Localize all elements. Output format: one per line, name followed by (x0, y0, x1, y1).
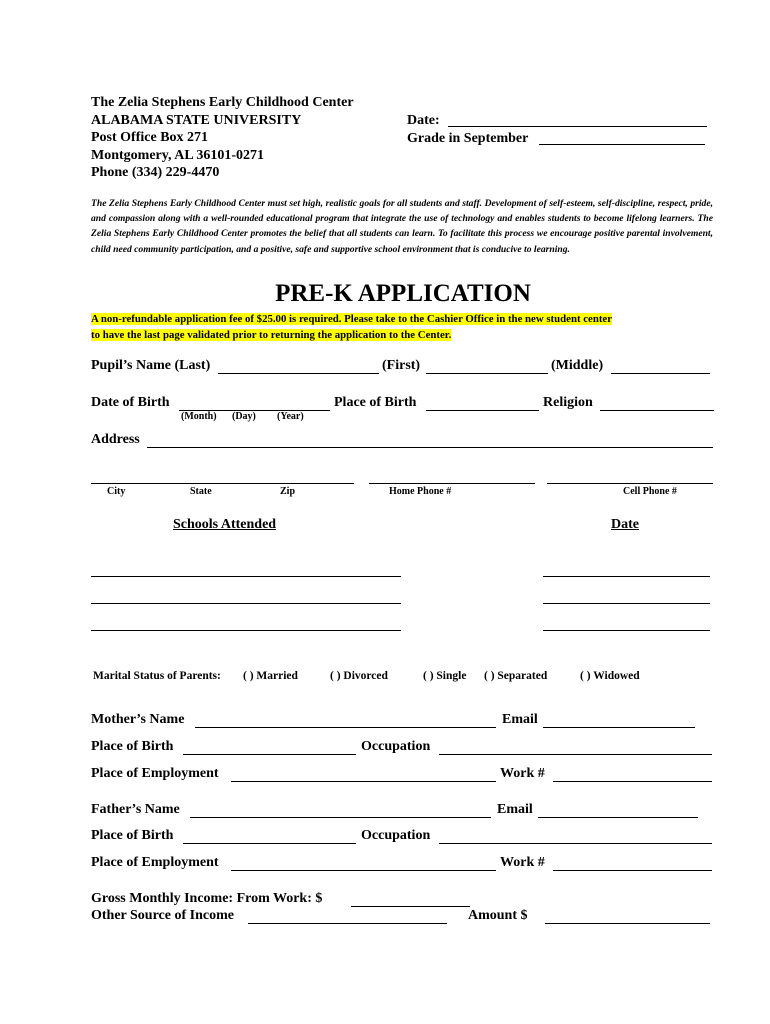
mother-name-field[interactable] (195, 727, 496, 728)
pupil-birthplace-field[interactable] (426, 410, 539, 411)
marital-status-label: Marital Status of Parents: (93, 670, 221, 682)
home-phone-field[interactable] (369, 483, 535, 484)
school-field-3[interactable] (91, 630, 401, 631)
father-occupation-field[interactable] (439, 843, 712, 844)
marital-option-single[interactable]: ( ) Single (423, 670, 467, 682)
home-phone-label: Home Phone # (389, 486, 452, 497)
grade-field[interactable] (539, 144, 705, 145)
father-email-field[interactable] (538, 817, 698, 818)
dob-month-label: (Month) (181, 411, 217, 422)
mother-occupation-field[interactable] (439, 754, 712, 755)
marital-option-divorced[interactable]: ( ) Divorced (330, 670, 388, 682)
state-label: State (190, 486, 212, 497)
mother-birthplace-label: Place of Birth (91, 739, 174, 754)
father-work-label: Work # (500, 855, 545, 870)
other-income-field[interactable] (248, 923, 447, 924)
center-name: The Zelia Stephens Early Childhood Center (91, 95, 354, 110)
marital-option-married[interactable]: ( ) Married (243, 670, 298, 682)
cell-phone-field[interactable] (547, 483, 713, 484)
school-field-1[interactable] (91, 576, 401, 577)
mother-email-label: Email (502, 712, 538, 727)
father-name-field[interactable] (190, 817, 491, 818)
fee-notice-line2: to have the last page validated prior to returning the application to the Center. (91, 329, 452, 341)
city-state-zip: Montgomery, AL 36101-0271 (91, 148, 265, 163)
school-date-field-3[interactable] (543, 630, 710, 631)
dob-label: Date of Birth (91, 395, 170, 410)
father-employment-label: Place of Employment (91, 855, 219, 870)
pupil-first-label: (First) (382, 358, 421, 373)
university-name: ALABAMA STATE UNIVERSITY (91, 113, 302, 128)
date-field[interactable] (448, 126, 707, 127)
mother-email-field[interactable] (543, 727, 695, 728)
mother-work-field[interactable] (553, 781, 712, 782)
mother-employment-field[interactable] (231, 781, 496, 782)
pupil-middle-label: (Middle) (551, 358, 604, 373)
po-box: Post Office Box 271 (91, 130, 209, 145)
pupil-last-field[interactable] (218, 373, 379, 374)
father-name-label: Father’s Name (91, 802, 180, 817)
gross-income-field[interactable] (351, 906, 470, 907)
other-income-label: Other Source of Income (91, 908, 234, 923)
fee-notice (91, 311, 711, 343)
father-birthplace-field[interactable] (183, 843, 356, 844)
father-birthplace-label: Place of Birth (91, 828, 174, 843)
father-work-field[interactable] (553, 870, 712, 871)
dob-year-label: (Year) (277, 411, 304, 422)
fee-notice-line1: A non-refundable application fee of $25.00 is required. Please take to the Cashier Office in the new student center (91, 313, 613, 325)
pupil-birthplace-label: Place of Birth (334, 395, 417, 410)
mother-birthplace-field[interactable] (183, 754, 356, 755)
mother-employment-label: Place of Employment (91, 766, 219, 781)
address-label: Address (91, 432, 140, 447)
pupil-last-label: Pupil’s Name (Last) (91, 358, 211, 373)
marital-option-widowed[interactable]: ( ) Widowed (580, 670, 640, 682)
grade-label: Grade in September (407, 131, 529, 146)
pupil-middle-field[interactable] (611, 373, 710, 374)
marital-option-separated[interactable]: ( ) Separated (484, 670, 548, 682)
father-email-label: Email (497, 802, 533, 817)
religion-field[interactable] (600, 410, 714, 411)
mother-occupation-label: Occupation (361, 739, 431, 754)
mother-name-label: Mother’s Name (91, 712, 185, 727)
city-label: City (107, 486, 126, 497)
dob-day-label: (Day) (232, 411, 256, 422)
mother-work-label: Work # (500, 766, 545, 781)
page-title: PRE-K APPLICATION (275, 280, 531, 307)
school-date-field-2[interactable] (543, 603, 710, 604)
father-employment-field[interactable] (231, 870, 496, 871)
city-state-zip-field[interactable] (91, 483, 354, 484)
amount-label: Amount $ (468, 908, 528, 923)
schools-date-heading: Date (611, 517, 639, 532)
phone: Phone (334) 229-4470 (91, 165, 220, 180)
date-label: Date: (407, 113, 440, 128)
schools-heading: Schools Attended (173, 517, 277, 532)
school-field-2[interactable] (91, 603, 401, 604)
religion-label: Religion (543, 395, 593, 410)
zip-label: Zip (280, 486, 296, 497)
school-date-field-1[interactable] (543, 576, 710, 577)
gross-income-label: Gross Monthly Income: From Work: $ (91, 891, 323, 906)
cell-phone-label: Cell Phone # (623, 486, 677, 497)
amount-field[interactable] (545, 923, 710, 924)
pupil-first-field[interactable] (426, 373, 548, 374)
father-occupation-label: Occupation (361, 828, 431, 843)
mission-statement: The Zelia Stephens Early Childhood Center must set high, realistic goals for all students and staff. Development of self-esteem, self-discipline, respect, pride, and compassion along with a well-rounded educational program that integrate the use of technology and enables students to become lifelong learners. The Zelia Stephens Early Childhood Center promotes the belief that all students can learn. To facilitate this process we encourage positive parental involvement, child need community participation, and a positive, safe and supportive school environment that is conducive to learning. (91, 198, 713, 255)
address-field[interactable] (147, 447, 713, 448)
